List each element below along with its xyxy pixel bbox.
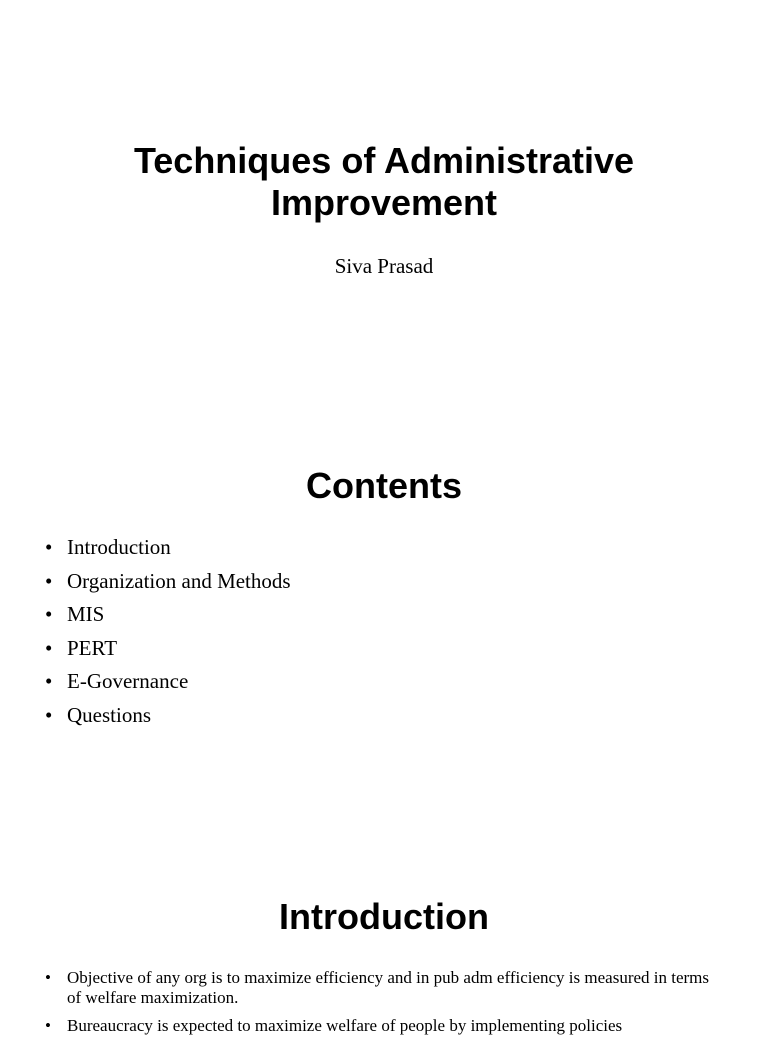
bullet-icon: •: [45, 702, 53, 727]
bullet-icon: •: [45, 568, 53, 593]
introduction-slide: [0, 896, 768, 1044]
bullet-icon: •: [45, 535, 53, 559]
list-item: • MIS: [67, 598, 768, 632]
list-item: • Introduction: [67, 531, 768, 565]
list-item: • Objective of any org is to maximize efficiency and in pub adm efficiency is measured in terms of welfare maximization.: [45, 968, 710, 1007]
introduction-title: Introduction: [279, 896, 489, 937]
bullet-icon: •: [45, 635, 53, 660]
bullet-icon: •: [45, 1016, 51, 1035]
bullet-icon: •: [45, 968, 51, 987]
list-item: • PERT: [67, 632, 768, 666]
introduction-list: [45, 968, 724, 1036]
list-item: • Bureaucracy is expected to maximize welfare of people by implementing policies: [45, 1016, 623, 1035]
list-item: • E-Governance: [67, 665, 768, 699]
presentation-title: Techniques of Administrative Improvement: [133, 140, 635, 223]
contents-slide: [0, 465, 768, 733]
contents-list: [45, 531, 768, 733]
bullet-icon: •: [45, 669, 53, 694]
list-item: • Questions: [67, 699, 768, 733]
bullet-icon: •: [45, 602, 53, 627]
title-slide: [0, 140, 768, 279]
contents-title: Contents: [306, 465, 462, 506]
list-item: • Organization and Methods: [67, 565, 768, 599]
author-name: Siva Prasad: [334, 254, 434, 278]
